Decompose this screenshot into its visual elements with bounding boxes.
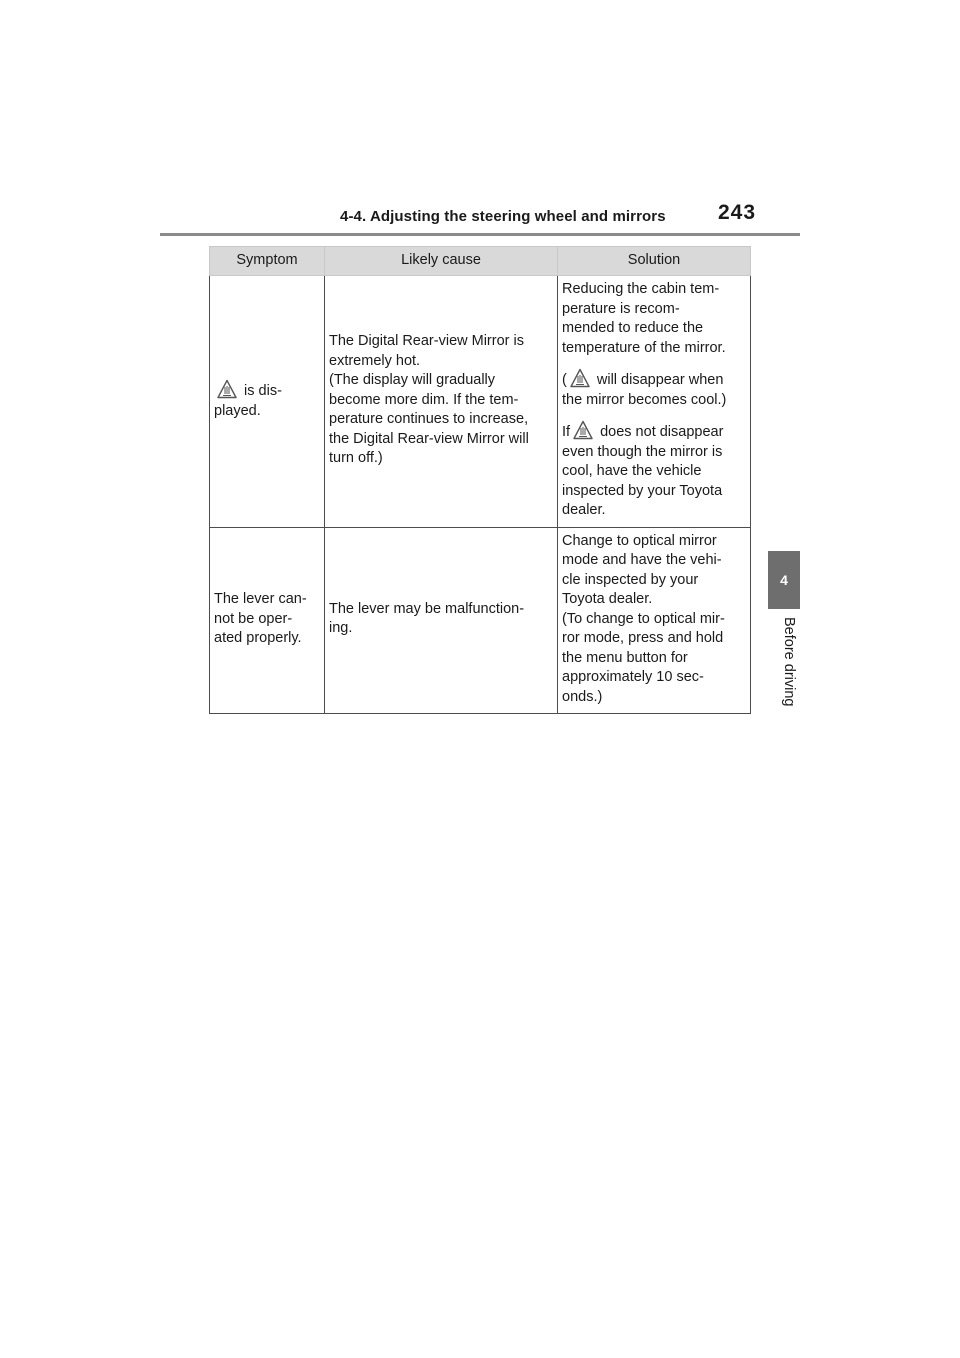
page-number: 243	[718, 201, 757, 224]
symptom-text: is dis-	[240, 383, 282, 400]
solution-line: cool, have the vehicle	[562, 463, 702, 479]
header-divider	[160, 233, 800, 236]
chapter-tab[interactable]: 4	[768, 551, 800, 609]
symptom-line: ated properly.	[214, 630, 302, 646]
solution-line: cle inspected by your	[562, 571, 699, 588]
solution-line: does not disappear	[596, 424, 724, 440]
troubleshooting-table	[209, 246, 751, 714]
solution-line: will disappear when	[592, 372, 724, 388]
cause-cell	[325, 276, 558, 528]
solution-line: temperature of the mirror.	[562, 339, 726, 356]
solution-line: onds.)	[562, 688, 603, 705]
table-row	[210, 276, 751, 528]
cause-line: The Digital Rear-view Mirror is	[329, 333, 524, 349]
solution-line: mode and have the vehi-	[562, 552, 722, 568]
table-row	[210, 527, 751, 714]
high-temperature-warning-icon	[573, 420, 593, 440]
header-likely-cause: Likely cause	[325, 247, 558, 276]
solution-line: inspected by your Toyota	[562, 482, 723, 499]
symptom-line: not be oper-	[214, 610, 293, 627]
solution-line: dealer.	[562, 502, 606, 518]
solution-line: perature is recom-	[562, 300, 680, 317]
cause-line: become more dim. If the tem-	[329, 391, 519, 408]
symptom-cell	[210, 527, 325, 714]
solution-line: (To change to optical mir-	[562, 610, 725, 627]
cause-cell	[325, 527, 558, 714]
cause-line: (The display will gradually	[329, 372, 496, 388]
cause-line: turn off.)	[329, 450, 383, 466]
section-title: 4-4. Adjusting the steering wheel and mirrors	[340, 208, 666, 225]
solution-line: mended to reduce the	[562, 320, 704, 336]
header-solution: Solution	[558, 247, 751, 276]
high-temperature-warning-icon	[570, 368, 590, 388]
solution-cell	[558, 527, 751, 714]
symptom-text: played.	[214, 402, 261, 419]
solution-line: If	[562, 424, 571, 440]
solution-line: Change to optical mirror	[562, 532, 717, 549]
solution-line: Toyota dealer.	[562, 591, 653, 607]
solution-line: the mirror becomes cool.)	[562, 391, 727, 408]
solution-line: ror mode, press and hold	[562, 630, 724, 646]
cause-line: ing.	[329, 620, 353, 637]
cause-line: The lever may be malfunction-	[329, 600, 525, 617]
symptom-cell	[210, 276, 325, 528]
solution-line: (	[562, 372, 567, 388]
cause-line: perature continues to increase,	[329, 411, 529, 427]
chapter-label: Before driving	[781, 617, 797, 707]
solution-line: approximately 10 sec-	[562, 669, 704, 685]
solution-line: the menu button for	[562, 649, 688, 666]
solution-line: even though the mirror is	[562, 443, 723, 460]
cause-line: extremely hot.	[329, 352, 421, 369]
solution-cell	[558, 276, 751, 528]
symptom-line: The lever can-	[214, 591, 307, 607]
table-header-row	[210, 247, 751, 276]
cause-line: the Digital Rear-view Mirror will	[329, 430, 529, 447]
solution-line: Reducing the cabin tem-	[562, 281, 720, 297]
header-symptom: Symptom	[210, 247, 325, 276]
high-temperature-warning-icon	[217, 379, 237, 399]
